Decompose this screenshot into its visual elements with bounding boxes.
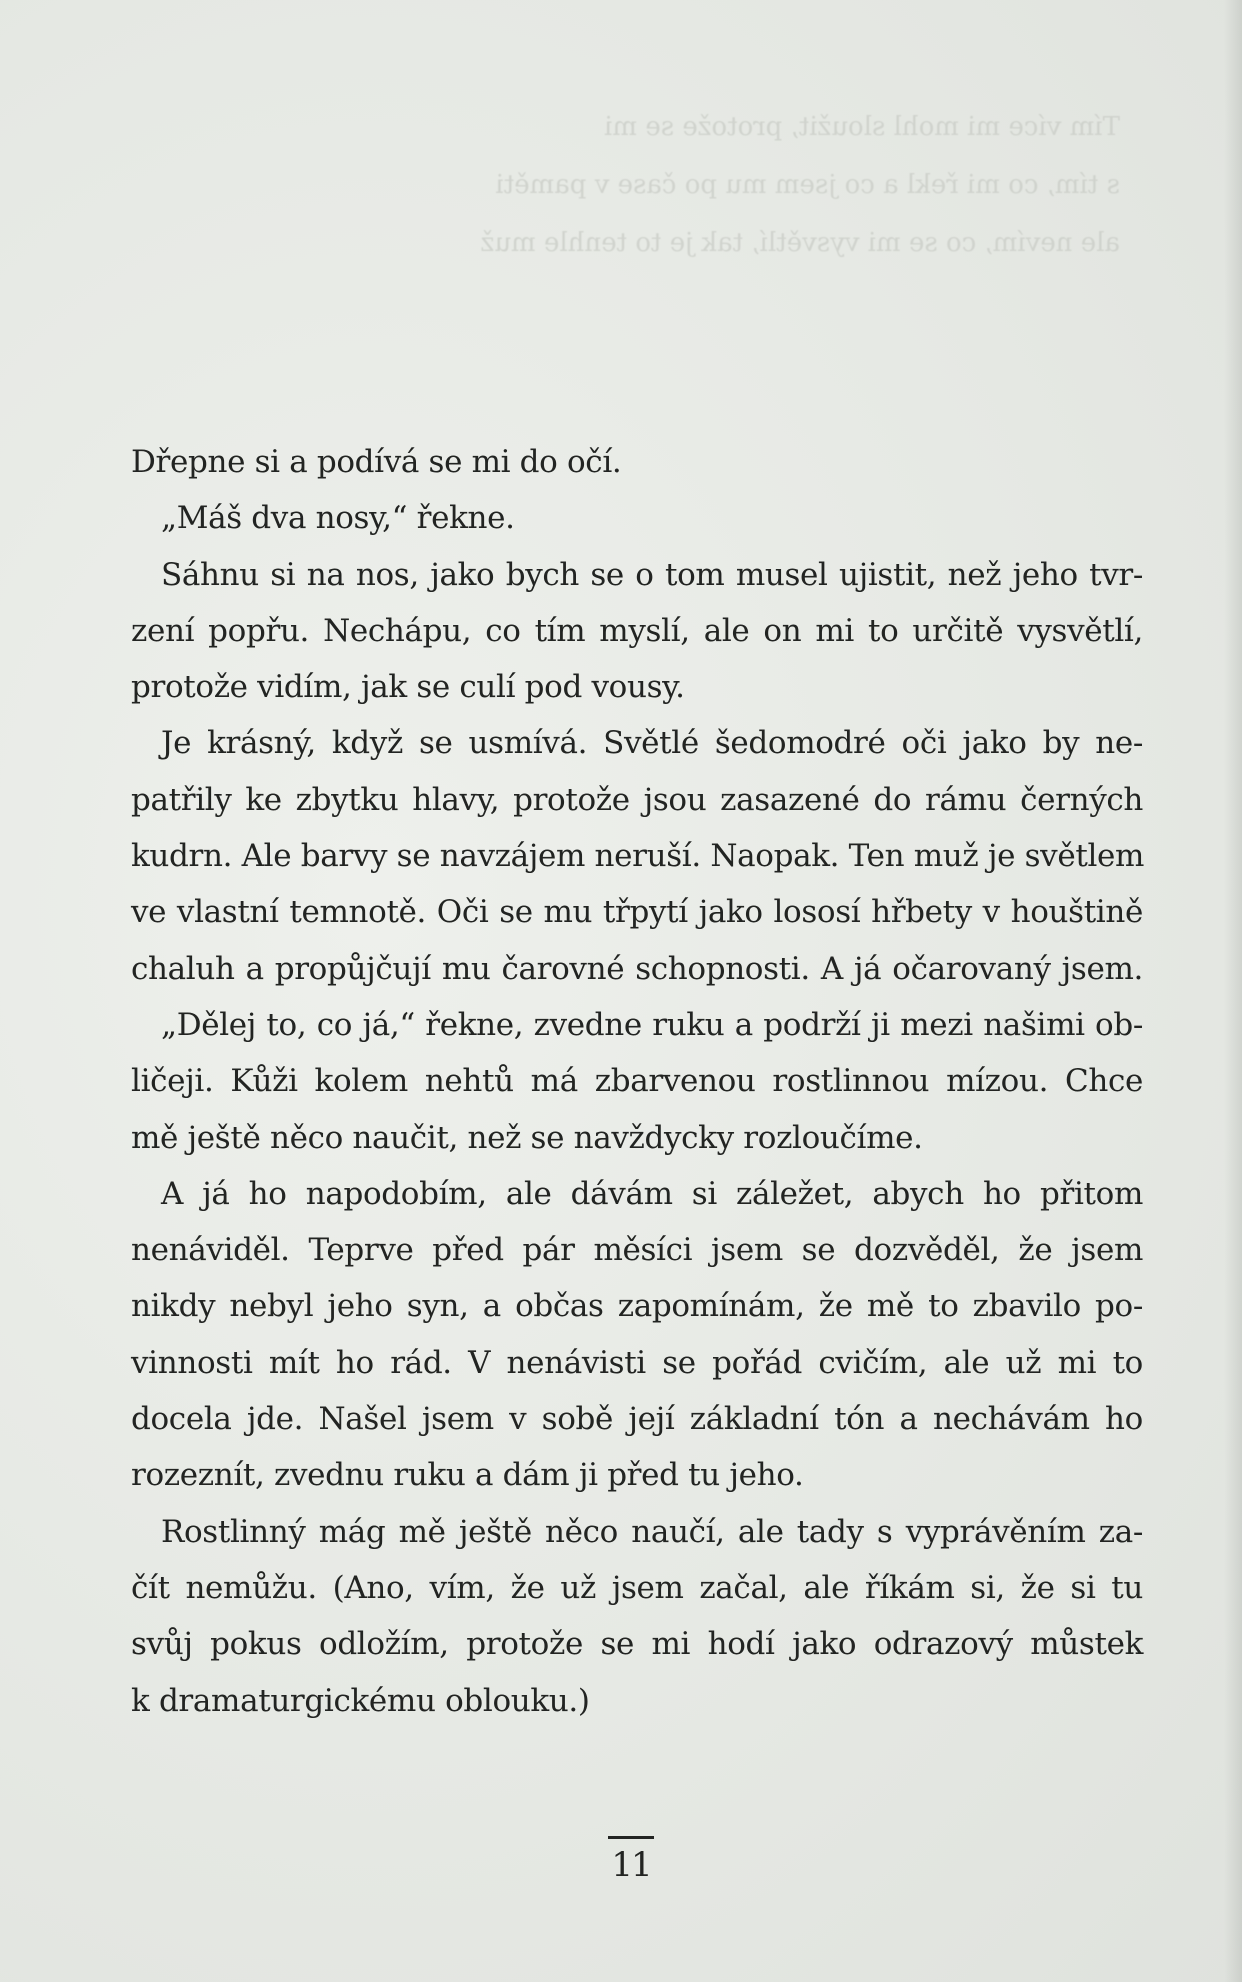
text-line: ličeji. Kůži kolem nehtů má zbarvenou rostlinnou mízou. Chce — [131, 1063, 1143, 1100]
text-line: protože vidím, jak se culí pod vousy. — [131, 669, 685, 706]
page-edge-shadow — [1224, 0, 1242, 1982]
text-line: docela jde. Našel jsem v sobě její základní tón a nechávám ho — [131, 1401, 1143, 1438]
text-line: Dřepne si a podívá se mi do očí. — [131, 444, 622, 480]
show-through-line: s tím, co mi řekl a co jsem mu po čase v paměti — [495, 170, 1120, 200]
page-number — [608, 1836, 654, 1888]
show-through-line: ale nevím, co se mi vysvětlí, tak je to tenhle muž — [480, 228, 1120, 258]
text-line: Rostlinný mág mě ještě něco naučí, ale tady s vyprávěním za- — [161, 1513, 1143, 1550]
text-line: patřily ke zbytku hlavy, protože jsou zasazené do rámu černých — [131, 781, 1143, 818]
text-line: rozeznít, zvednu ruku a dám ji před tu jeho. — [131, 1457, 804, 1494]
text-line: kudrn. Ale barvy se navzájem neruší. Naopak. Ten muž je světlem — [131, 838, 1145, 875]
text-line: svůj pokus odložím, protože se mi hodí jako odrazový můstek — [131, 1626, 1143, 1663]
text-line: „Dělej to, co já,“ řekne, zvedne ruku a podrží ji mezi našimi ob- — [161, 1006, 1143, 1043]
text-line: ve vlastní temnotě. Oči se mu třpytí jako lososí hřbety v houštině — [131, 894, 1143, 931]
page-number-rule — [608, 1836, 654, 1839]
text-line: čít nemůžu. (Ano, vím, že už jsem začal, ale říkám si, že si tu — [131, 1569, 1143, 1606]
text-line: mě ještě něco naučit, než se navždycky rozloučíme. — [131, 1119, 923, 1156]
page-number-text: 11 — [611, 1845, 651, 1885]
text-line: chaluh a propůjčují mu čarovné schopnosti. A já očarovaný jsem. — [131, 950, 1143, 987]
text-line: k dramaturgickému oblouku.) — [131, 1682, 590, 1719]
show-through-text — [140, 98, 1120, 272]
text-line: Je krásný, když se usmívá. Světlé šedomodré oči jako by ne- — [161, 725, 1143, 762]
text-line: Sáhnu si na nos, jako bych se o tom musel ujistit, než jeho tvr- — [161, 556, 1143, 593]
text-line: nenáviděl. Teprve před pár měsíci jsem se dozvěděl, že jsem — [131, 1232, 1143, 1269]
text-line: A já ho napodobím, ale dávám si záležet, abych ho přitom — [161, 1175, 1143, 1212]
body-text — [131, 434, 1143, 1729]
show-through-line: Tím více mi mohl sloužit, protože se mi — [604, 112, 1120, 142]
text-line: „Máš dva nosy,“ řekne. — [161, 500, 515, 537]
text-line: vinnosti mít ho rád. V nenávisti se pořád cvičím, ale už mi to — [131, 1344, 1143, 1381]
text-line: zení popřu. Nechápu, co tím myslí, ale on mi to určitě vysvětlí, — [131, 612, 1143, 649]
text-line: nikdy nebyl jeho syn, a občas zapomínám, že mě to zbavilo po- — [131, 1288, 1143, 1325]
